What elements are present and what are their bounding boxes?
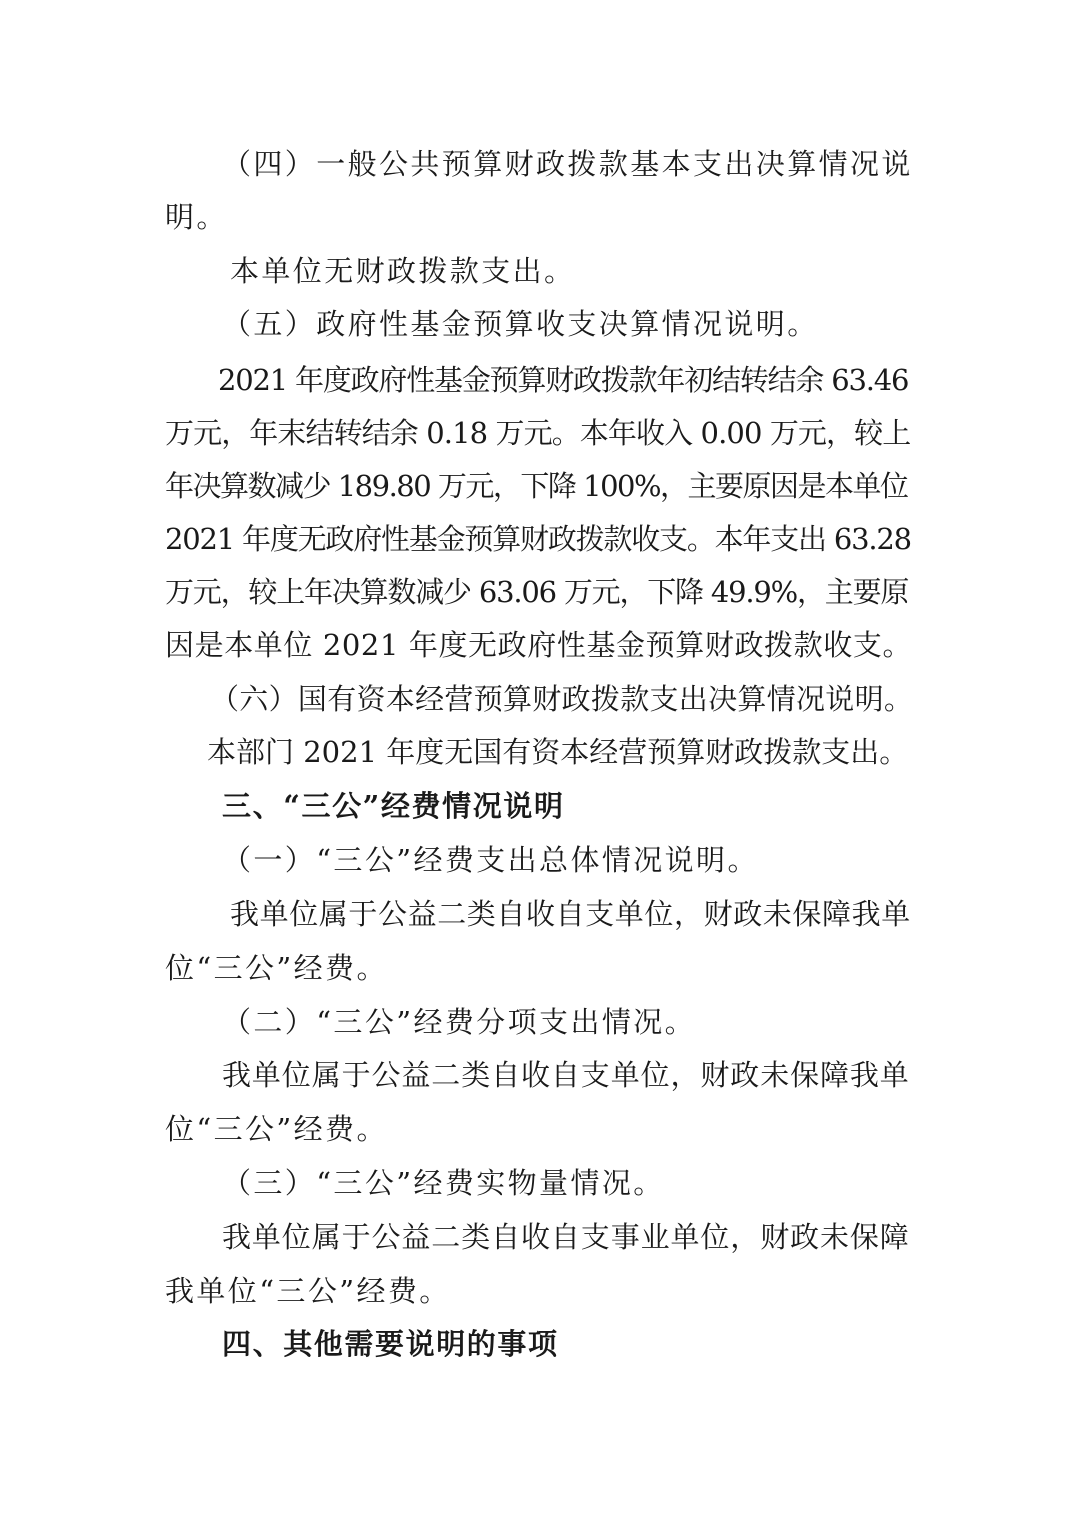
paragraph-line: 我单位属于公益二类自收自支事业单位，财政未保障 <box>222 1220 910 1254</box>
section-heading-other-matters: 四、其他需要说明的事项 <box>222 1327 559 1361</box>
paragraph-line: 2021 年度无政府性基金预算财政拨款收支。本年支出 63.28 <box>165 522 911 556</box>
paragraph-line: 万元，年末结转结余 0.18 万元。本年收入 0.00 万元，较上 <box>165 416 911 450</box>
paragraph-line: 我单位属于公益二类自收自支单位，财政未保障我单 <box>222 1058 910 1092</box>
subheading-state-capital: （六）国有资本经营预算财政拨款支出决算情况说明。 <box>210 682 914 716</box>
paragraph-line: 2021 年度政府性基金预算财政拨款年初结转结余 63.46 <box>218 363 909 397</box>
subheading-overall: （一）“三公”经费支出总体情况说明。 <box>222 843 759 877</box>
paragraph-line: 明。 <box>165 200 228 234</box>
subheading-general-budget-basic: （四）一般公共预算财政拨款基本支出决算情况说 <box>222 147 913 181</box>
subheading-itemized: （二）“三公”经费分项支出情况。 <box>222 1005 697 1039</box>
subheading-government-fund: （五）政府性基金预算收支决算情况说明。 <box>222 307 819 341</box>
paragraph-line: 位“三公”经费。 <box>165 1112 388 1146</box>
paragraph-line: 万元，较上年决算数减少 63.06 万元，下降 49.9%，主要原 <box>165 575 909 609</box>
paragraph-line: 我单位“三公”经费。 <box>165 1274 451 1308</box>
paragraph-line: 本部门 2021 年度无国有资本经营预算财政拨款支出。 <box>207 735 909 769</box>
section-heading-three-public: 三、“三公”经费情况说明 <box>222 789 565 823</box>
paragraph-line: 位“三公”经费。 <box>165 951 388 985</box>
subheading-physical-quantity: （三）“三公”经费实物量情况。 <box>222 1166 665 1200</box>
paragraph-line: 因是本单位 2021 年度无政府性基金预算财政拨款收支。 <box>165 628 913 662</box>
paragraph-line: 年决算数减少 189.80 万元，下降 100%，主要原因是本单位 <box>165 469 908 503</box>
paragraph-line: 我单位属于公益二类自收自支单位，财政未保障我单 <box>230 897 911 931</box>
paragraph-line: 本单位无财政拨款支出。 <box>230 254 576 288</box>
